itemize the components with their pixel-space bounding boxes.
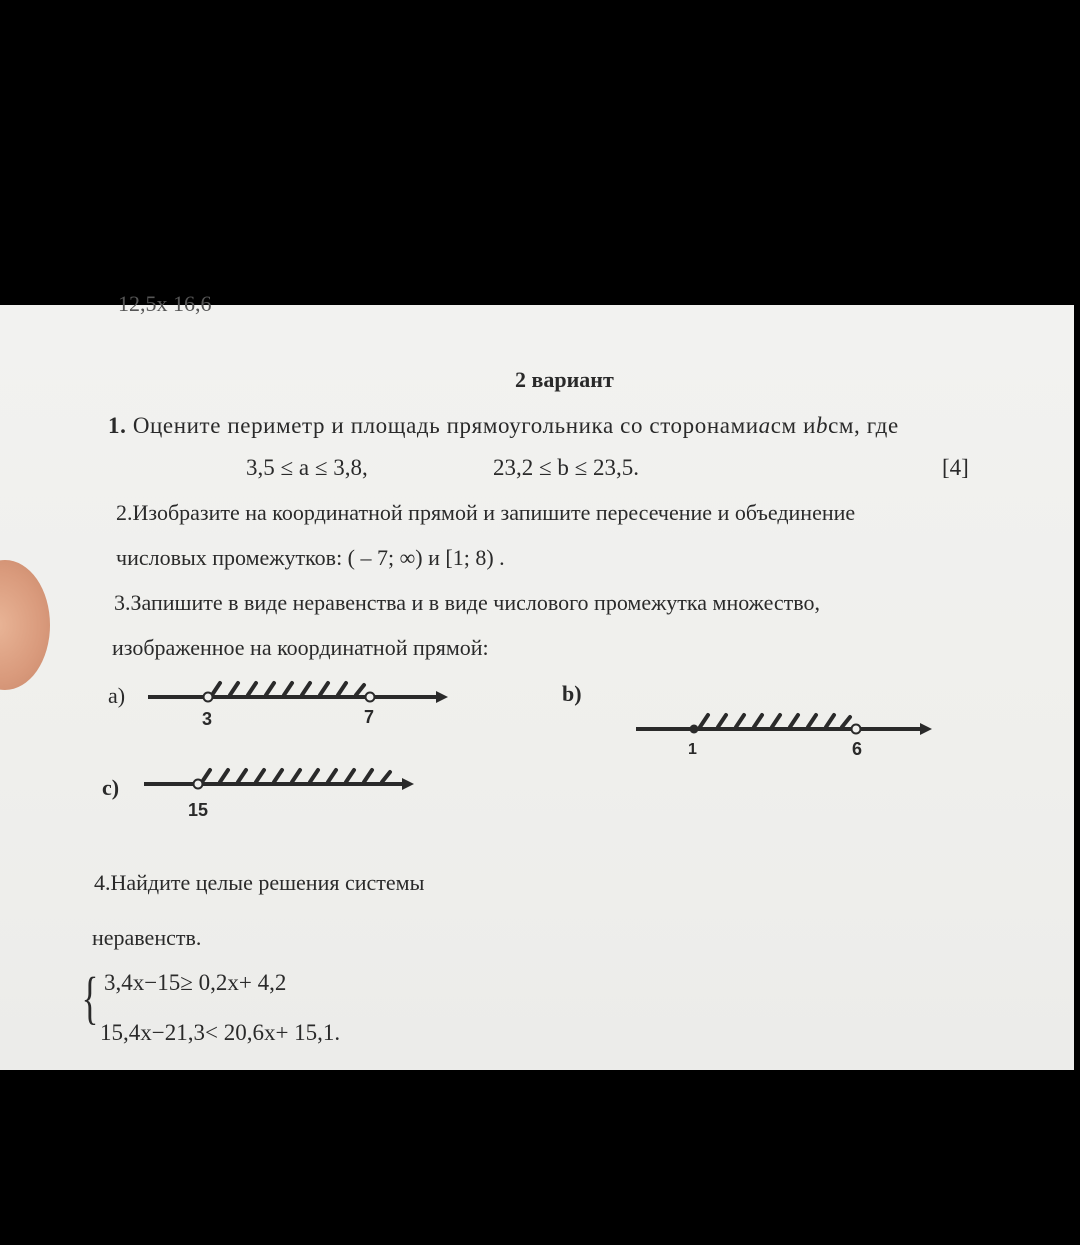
finger <box>0 560 50 690</box>
task2-line2: числовых промежутков: ( – 7; ∞) и [1; 8) . <box>116 545 505 570</box>
numline-a-label: a) <box>108 683 126 708</box>
task1-unit1: см и <box>770 413 816 438</box>
var-b: b <box>815 413 829 438</box>
numline-c-label: c) <box>102 775 120 800</box>
condition-a: 3,5 ≤ a ≤ 3,8, <box>246 455 368 480</box>
number-line-b <box>636 705 936 745</box>
condition-b: 23,2 ≤ b ≤ 23,5. <box>493 455 639 480</box>
task2-line1: 2.Изобразите на координатной прямой и запишите пересечение и объединение <box>116 500 856 525</box>
variant-title: 2 вариант <box>515 367 614 392</box>
numline-b-start: 1 <box>688 741 697 758</box>
number-line-c <box>144 760 424 800</box>
task1-number: 1. <box>108 413 127 438</box>
task3-line2: изображенное на координатной прямой: <box>112 635 489 660</box>
number-line-a <box>148 673 448 713</box>
task1-text: Оцените периметр и площадь прямоугольника со сторонами <box>132 413 759 438</box>
system-brace: { <box>81 965 99 1030</box>
task1-points: [4] <box>942 455 969 480</box>
task3-line1: 3.Запишите в виде неравенства и в виде числового промежутка множество, <box>114 590 821 615</box>
task4-line2: неравенств. <box>92 925 202 950</box>
task1-line1 <box>108 413 899 439</box>
worksheet-paper <box>0 291 1074 1070</box>
numline-a-end: 7 <box>364 707 375 727</box>
numline-c-start: 15 <box>188 800 209 820</box>
inequality-2: 15,4x−21,3< 20,6x+ 15,1. <box>100 1020 341 1045</box>
var-a: a <box>758 413 771 438</box>
numline-a-start: 3 <box>202 709 213 729</box>
numline-b-end: 6 <box>852 739 863 759</box>
task4-line1: 4.Найдите целые решения системы <box>94 870 425 895</box>
numline-b-label: b) <box>562 681 582 706</box>
clipped-top-text: 12,5x 16,6 <box>118 291 212 316</box>
task1-unit2: см, где <box>828 413 899 438</box>
inequality-1: 3,4x−15≥ 0,2x+ 4,2 <box>104 970 287 995</box>
